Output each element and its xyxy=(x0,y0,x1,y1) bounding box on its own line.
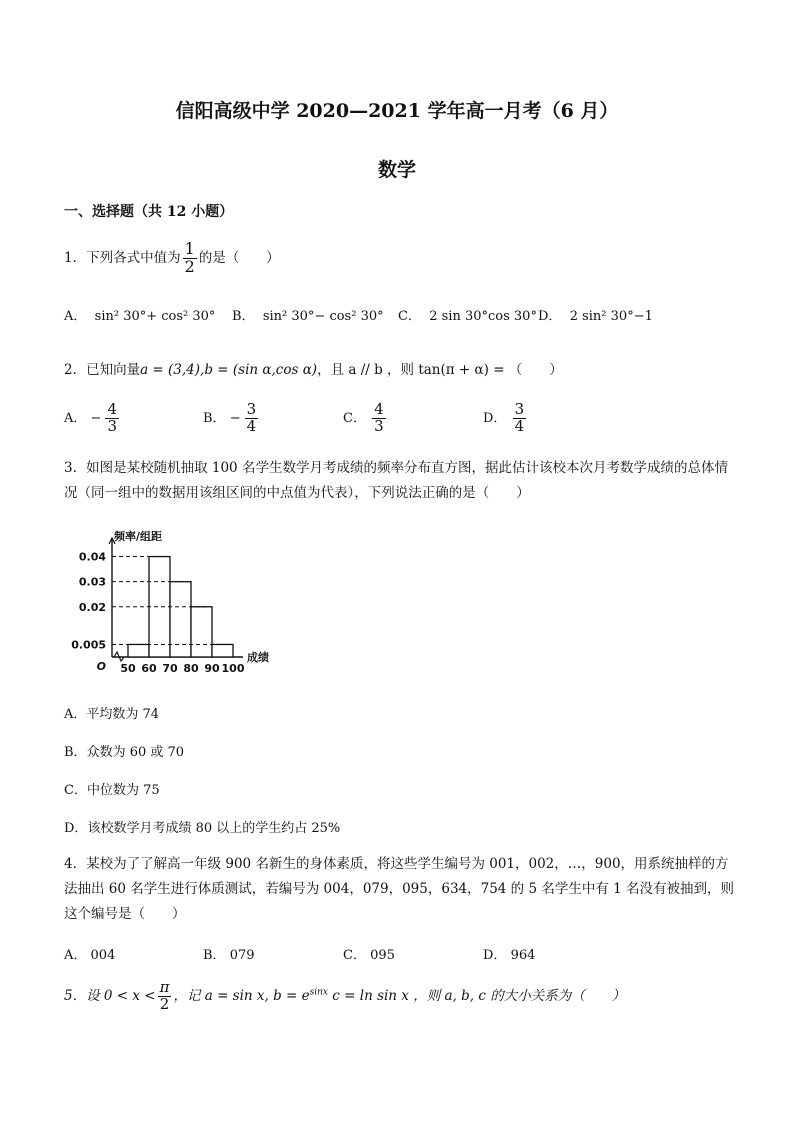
histogram-bar xyxy=(191,607,212,657)
q5-exponent: sinx xyxy=(309,987,329,998)
q1-frac-num: 1 xyxy=(184,239,195,258)
q1-frac-den: 2 xyxy=(184,256,195,276)
histogram-bar xyxy=(128,644,149,657)
q5-tail: c = ln sin x ，则 a, b, c 的大小关系为（ ） xyxy=(328,987,626,1004)
question-2 xyxy=(64,358,563,378)
origin-label: O xyxy=(96,660,106,673)
q5-fraction: $\frac{\pi}{2}$ xyxy=(159,978,170,1013)
histogram-chart xyxy=(64,520,294,685)
x-tick-label: 80 xyxy=(183,662,199,675)
q4-option-c: C． 095 xyxy=(343,948,395,963)
q2-vec-b: b = (sin α,cos α) xyxy=(204,362,318,378)
q2-condition: ，且 a // b ，则 tan(π + α) = （ ） xyxy=(317,362,563,378)
q2-option-a: A． − $\frac{4}{3}$ xyxy=(64,400,117,435)
page-title: 信阳高级中学 2020—2021 学年高一月考（6 月） xyxy=(175,100,619,122)
q1-prefix: 1．下列各式中值为 xyxy=(64,249,181,266)
question-3: 3．如图是某校随机抽取 100 名学生数学月考成绩的频率分布直方图，据此估计该校本次月考数学成绩的总体情况（同一组中的数据用该组区间的中点值为代表），下列说法正确的是（ ） xyxy=(64,460,728,501)
x-tick-label: 60 xyxy=(141,662,157,675)
q1-option-a: A． sin² 30°+ cos² 30° xyxy=(64,309,216,324)
q4-option-b: B． 079 xyxy=(203,948,255,963)
q1-option-d: D． 2 sin² 30°−1 xyxy=(538,309,653,324)
q1-suffix: 的是（ ） xyxy=(198,249,280,266)
q2-option-d: D． $\frac{3}{4}$ xyxy=(483,400,525,435)
q1-option-b: B． sin² 30°− cos² 30° xyxy=(232,309,384,324)
q3-option-c: C．中位数为 75 xyxy=(64,783,160,798)
y-tick-label: 0.03 xyxy=(78,575,106,589)
y-tick-label: 0.005 xyxy=(71,638,106,652)
histogram-bar xyxy=(149,557,170,657)
q2-prefix: 2．已知向量 xyxy=(64,362,141,378)
x-tick-label: 50 xyxy=(120,662,136,675)
question-5 xyxy=(64,980,625,1013)
y-tick-label: 0.04 xyxy=(78,550,106,564)
x-axis-label: 成绩 xyxy=(247,651,269,664)
q5-mid: ，记 a = sin x, b = e xyxy=(173,987,310,1004)
x-tick-label: 90 xyxy=(204,662,220,675)
q4-option-d: D． 964 xyxy=(483,948,536,963)
q3-option-a: A．平均数为 74 xyxy=(64,707,160,722)
x-tick-label: 100 xyxy=(221,662,245,675)
histogram-bar xyxy=(212,644,233,657)
q2-option-b: B． − $\frac{3}{4}$ xyxy=(203,400,257,435)
subject-title: 数学 xyxy=(377,159,416,181)
q2-vec-a: a = (3,4), xyxy=(140,362,205,378)
question-4: 4．某校为了了解高一年级 900 名新生的身体素质，将这些学生编号为 001，002，…，900，用系统抽样的方法抽出 60 名学生进行体质测试，若编号为 004，079，095，634，754 的 5 名学生中有 1 名没有被抽到，则这个编号是（ ） xyxy=(64,856,735,922)
q1-fraction xyxy=(183,241,197,276)
histogram-bar xyxy=(170,582,191,657)
q2-option-c: C． $\frac{4}{3}$ xyxy=(343,400,384,435)
x-tick-label: 70 xyxy=(162,662,178,675)
y-tick-label: 0.02 xyxy=(78,600,106,614)
q5-prefix: 5．设 0 < x < xyxy=(64,987,156,1004)
section-heading: 一、选择题（共 12 小题） xyxy=(64,204,234,220)
question-1 xyxy=(64,241,280,276)
q3-option-b: B．众数为 60 或 70 xyxy=(64,745,185,760)
q4-option-a: A． 004 xyxy=(64,948,116,963)
q1-option-c: C． 2 sin 30°cos 30° xyxy=(398,309,537,324)
y-axis-label: 频率/组距 xyxy=(114,530,163,543)
q3-option-d: D．该校数学月考成绩 80 以上的学生约占 25% xyxy=(64,821,341,836)
